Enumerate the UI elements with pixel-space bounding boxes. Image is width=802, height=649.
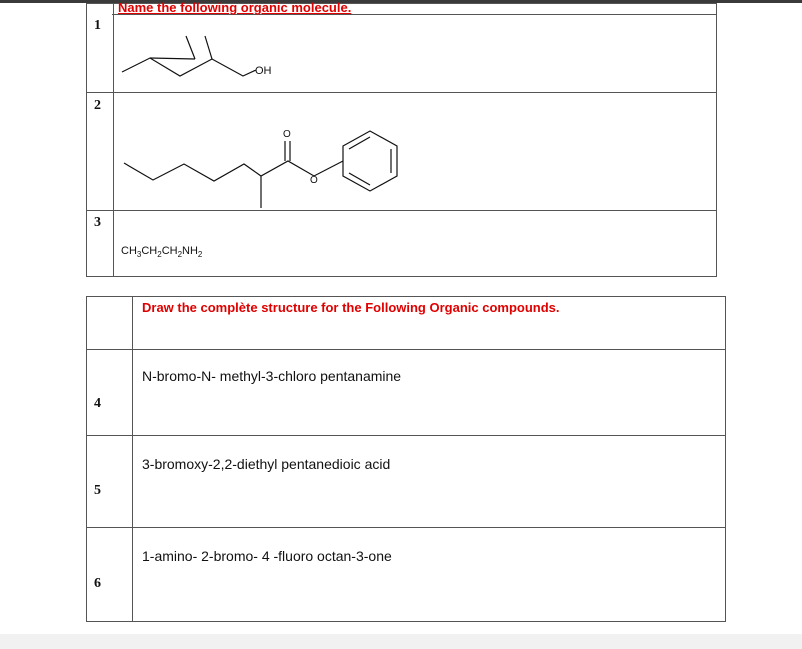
row-number: 2 xyxy=(94,98,101,113)
row-divider xyxy=(86,435,726,436)
row-number: 1 xyxy=(94,18,101,33)
compound-name: 3-bromoxy-2,2-diethyl pentanedioic acid xyxy=(142,456,391,472)
row-divider xyxy=(86,349,726,350)
formula-subscript: 3 xyxy=(136,250,142,260)
row-divider xyxy=(86,527,726,528)
compound-name: N-bromo-N- methyl-3-chloro pentanamine xyxy=(142,368,402,384)
formula-subscript: 2 xyxy=(157,250,162,260)
section1-header: Name the following organic molecule. xyxy=(118,0,352,15)
formula-part: CH xyxy=(121,245,137,257)
propylamine-formula xyxy=(121,245,202,259)
formula-subscript: 2 xyxy=(177,250,183,260)
carbonyl-oxygen-label: O xyxy=(283,129,291,140)
row-number: 5 xyxy=(94,483,101,498)
number-column xyxy=(87,297,133,621)
formula-part: CH xyxy=(161,245,178,257)
row-number: 4 xyxy=(94,396,101,411)
compound-name: 1-amino- 2-bromo- 4 -fluoro octan-3-one xyxy=(142,548,392,564)
row-number: 6 xyxy=(94,576,101,591)
page-bottom-band xyxy=(0,634,802,649)
ester-oxygen-label: O xyxy=(310,175,318,186)
formula-part: CH xyxy=(141,245,158,257)
section2-header: Draw the complète structure for the Following Organic compounds. xyxy=(142,300,560,315)
hydroxyl-label: OH xyxy=(255,65,272,77)
row-number: 3 xyxy=(94,215,101,230)
molecule-2-skeleton xyxy=(124,131,397,208)
formula-subscript: 2 xyxy=(197,250,203,260)
molecule-1-skeleton xyxy=(122,36,256,76)
formula-part: NH xyxy=(182,245,198,257)
